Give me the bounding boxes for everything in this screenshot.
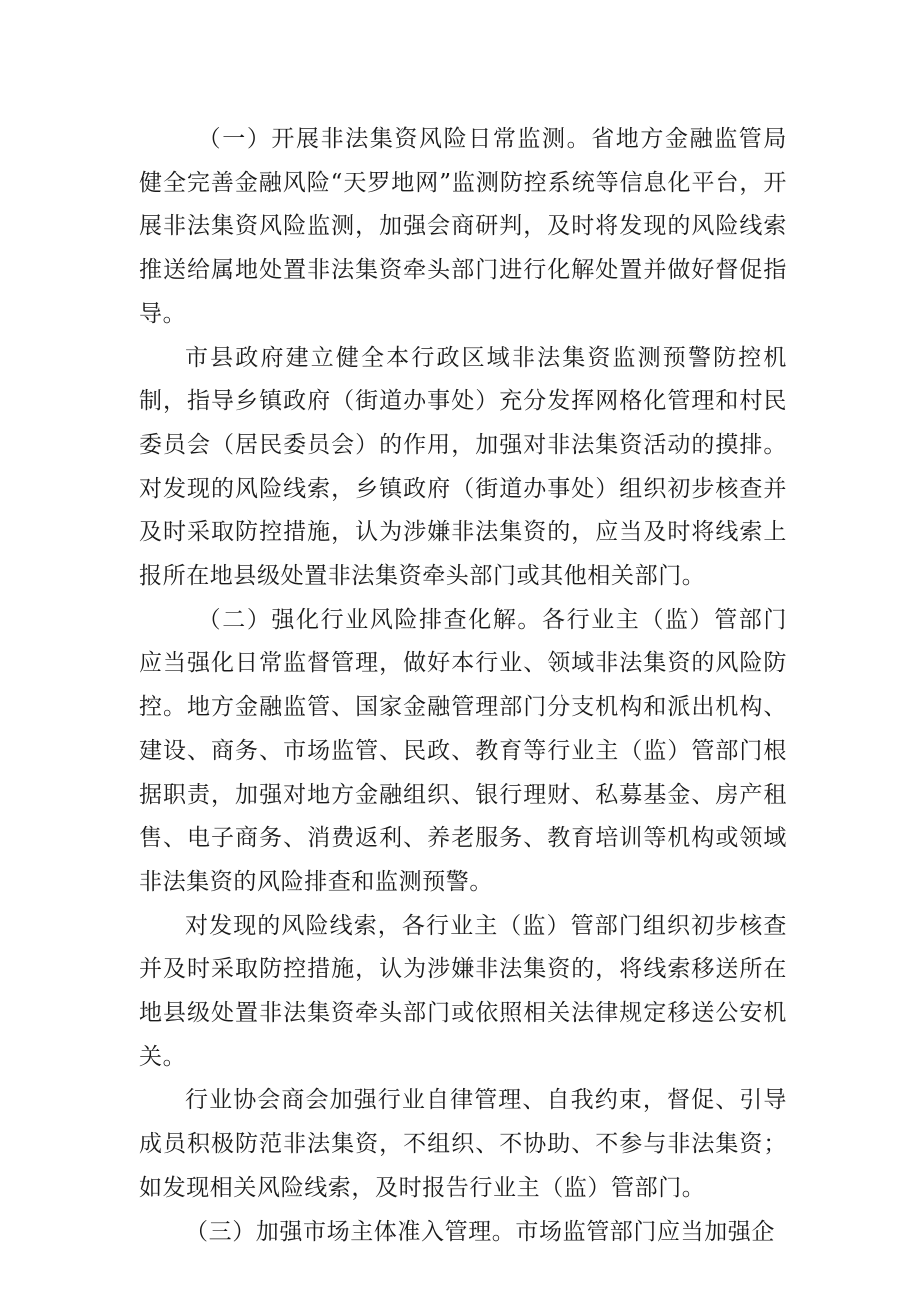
paragraph-2-local-government: 市县政府建立健全本行政区域非法集资监测预警防控机制，指导乡镇政府（街道办事处）充分发挥网格化管理和村民委员会（居民委员会）的作用，加强对非法集资活动的摸排。对发现的风险线索，乡镇政府（街道办事处）组织初步核查并及时采取防控措施，认为涉嫌非法集资的，应当及时将线索上报所在地县级处置非法集资牵头部门或其他相关部门。	[139, 344, 787, 590]
paragraph-1-risk-monitoring: （一）开展非法集资风险日常监测。省地方金融监管局健全完善金融风险“天罗地网”监测防控系统等信息化平台，开展非法集资风险监测，加强会商研判，及时将发现的风险线索推送给属地处置非法集资牵头部门进行化解处置并做好督促指导。	[139, 126, 787, 327]
paragraph-4-clue-handling: 对发现的风险线索，各行业主（监）管部门组织初步核查并及时采取防控措施，认为涉嫌非法集资的，将线索移送所在地县级处置非法集资牵头部门或依照相关法律规定移送公安机关。	[139, 912, 787, 1070]
paragraph-6-market-access: （三）加强市场主体准入管理。市场监管部门应当加强企	[185, 1218, 775, 1245]
paragraph-3-industry-risk: （二）强化行业风险排查化解。各行业主（监）管部门应当强化日常监督管理，做好本行业、领域非法集资的风险防控。地方金融监管、国家金融管理部门分支机构和派出机构、建设、商务、市场监管、民政、教育等行业主（监）管部门根据职责，加强对地方金融组织、银行理财、私募基金、房产租售、电子商务、消费返利、养老服务、教育培训等机构或领域非法集资的风险排查和监测预警。	[139, 606, 787, 895]
paragraph-5-industry-associations: 行业协会商会加强行业自律管理、自我约束，督促、引导成员积极防范非法集资，不组织、不协助、不参与非法集资；如发现相关风险线索，及时报告行业主（监）管部门。	[139, 1087, 787, 1201]
document-body	[139, 118, 787, 1254]
